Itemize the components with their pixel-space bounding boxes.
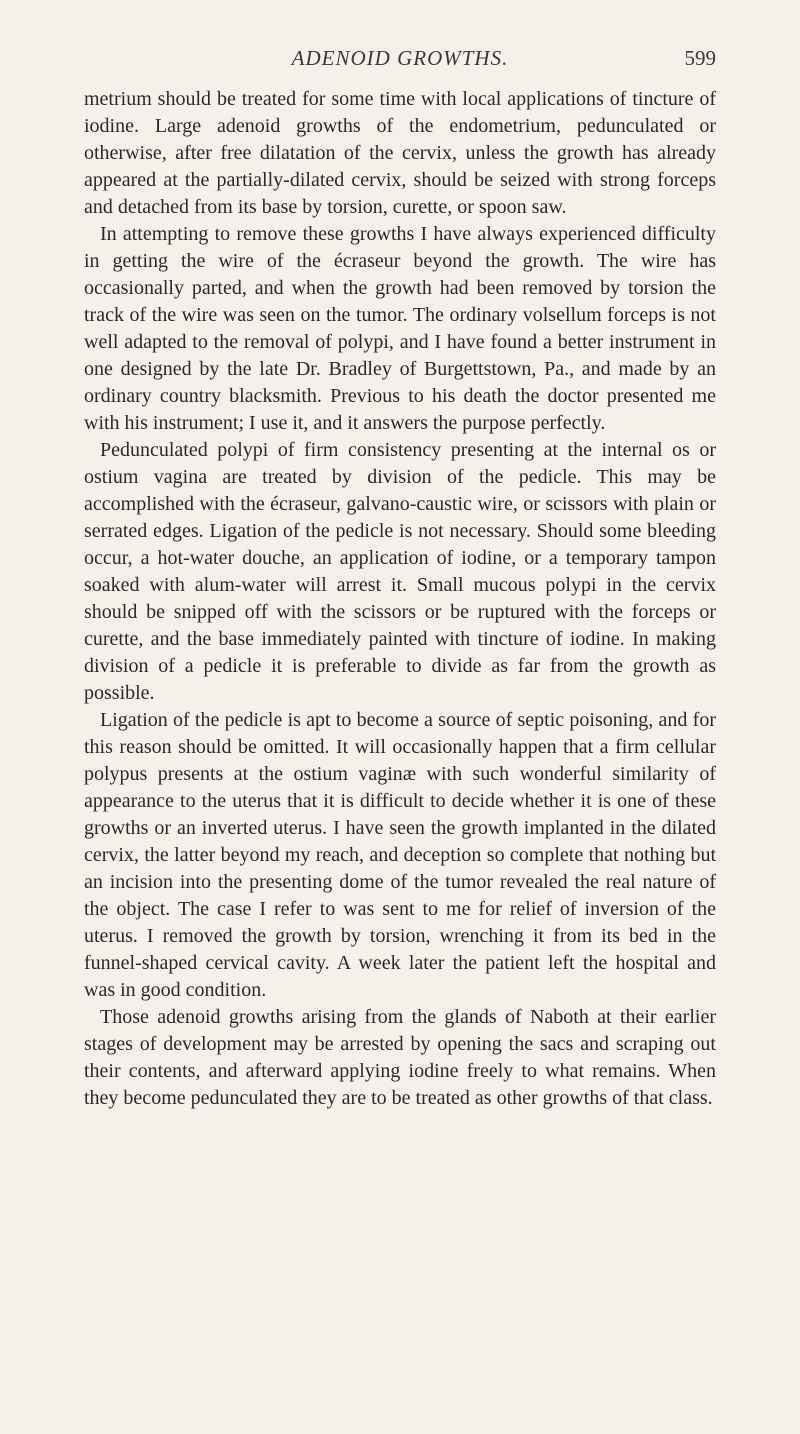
- running-head: [84, 46, 716, 86]
- paragraph-pedunculated-polypi: Pedunculated polypi of firm consistency presenting at the internal os or ostium vagina are treated by division of the pedicle. This may be accomplished with the écraseur, galvano-caustic wire, or scissors with plain or serrated edges. Ligation of the pedicle is not necessary. Should some bleeding occur, a hot-water douche, an application of iodine, or a temporary tampon soaked with alum-water will arrest it. Small mucous polypi in the cervix should be snipped off with the scissors or be ruptured with the forceps or curette, and the base immediately painted with tincture of iodine. In making division of a pedicle it is preferable to divide as far from the growth as possible.: [84, 439, 716, 704]
- paragraph-ecraseur-difficulty: In attempting to remove these growths I have always experienced difficulty in getting the wire of the écraseur beyond the growth. The wire has occasionally parted, and when the growth had been removed by torsion the track of the wire was seen on the tumor. The ordinary volsellum forceps is not well adapted to the removal of polypi, and I have found a better instrument in one designed by the late Dr. Bradley of Burgettstown, Pa., and made by an ordinary country blacksmith. Previous to his death the doctor presented me with his instrument; I use it, and it answers the purpose perfectly.: [84, 223, 716, 434]
- page-number: 599: [684, 46, 716, 70]
- body-text: [84, 86, 716, 1112]
- running-head-title: ADENOID GROWTHS.: [291, 46, 509, 70]
- paragraph-continued: metrium should be treated for some time with local applications of tincture of iodine. Large adenoid growths of the endometrium, pedunculated or otherwise, after free dilatation of the cervix, unless the growth has already appeared at the partially-dilated cervix, should be seized with strong forceps and detached from its base by torsion, curette, or spoon saw.: [84, 88, 716, 218]
- paragraph-ligation-septic: Ligation of the pedicle is apt to become a source of septic poisoning, and for this reason should be omitted. It will occasionally happen that a firm cellular polypus presents at the ostium vaginæ with such wonderful similarity of appearance to the uterus that it is difficult to decide whether it is one of these growths or an inverted uterus. I have seen the growth implanted in the dilated cervix, the latter beyond my reach, and deception so complete that nothing but an incision into the presenting dome of the tumor revealed the real nature of the object. The case I refer to was sent to me for relief of inversion of the uterus. I removed the growth by torsion, wrenching it from its bed in the funnel-shaped cervical cavity. A week later the patient left the hospital and was in good condition.: [84, 709, 716, 1001]
- paragraph-glands-of-naboth: Those adenoid growths arising from the glands of Naboth at their earlier stages of development may be arrested by opening the sacs and scraping out their contents, and afterward applying iodine freely to what remains. When they become pedunculated they are to be treated as other growths of that class.: [84, 1006, 716, 1109]
